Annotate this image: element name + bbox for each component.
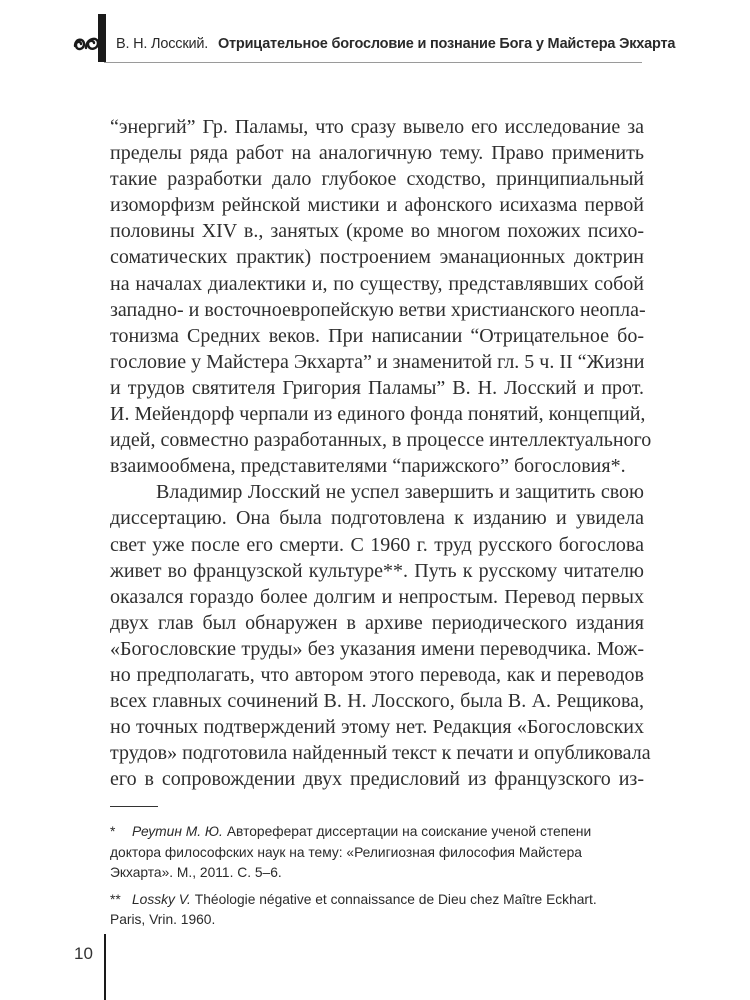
running-head [116,36,676,52]
header-rule [104,62,642,63]
text-line: двух глав был обнаружен в архиве периодического издания [110,611,644,634]
text-line: трудов» подготовила найденный текст к печати и опубликовала [110,742,651,765]
text-line: западно- и восточноевропейскую ветви христианского неопла- [110,298,646,321]
paragraph-1 [110,114,652,479]
text-line: но предполагать, что автором этого перевода, как и переводов [110,663,644,686]
paragraph-2 [110,479,651,792]
text-line: его в сопровождении двух предисловий из французского из- [110,768,644,791]
running-head-title: Отрицательное богословие и познание Бога у Майстера Экхарта [217,36,676,52]
footnote-marker: * [110,824,116,839]
footnote-line [110,822,644,843]
text-line: пределы ряда работ на аналогичную тему. Право применить [110,142,644,165]
footnote-line: Paris, Vrin. 1960. [110,912,216,927]
footnote-1 [110,822,644,884]
text-line: диссертацию. Она была подготовлена к изданию и увидела [110,507,644,530]
page-number: 10 [74,944,93,963]
text-line: тонизма Средних веков. При написании “Отрицательное бо- [110,324,644,347]
footnotes [110,822,644,937]
text-line: И. Мейендорф черпали из единого фонда понятий, концепций, [110,403,646,426]
text-line: “энергий” Гр. Паламы, что сразу вывело его исследование за [110,116,644,138]
running-head-author: В. Н. Лосский. [116,36,209,52]
footnote-2 [110,890,644,931]
footnote-author: Реутин М. Ю. [132,824,223,839]
ornament-icon [72,32,102,54]
text-line: взаимообмена, представителями “парижского” богословия*. [110,455,626,478]
text-line: «Богословские труды» без указания имени переводчика. Мож- [110,637,644,660]
text-line: идей, совместно разработанных, в процессе интеллектуального [110,429,652,452]
footnote-rule [110,806,158,807]
text-line: живет во французской культуре**. Путь к русскому читателю [110,559,644,582]
text-line: изоморфизм рейнской мистики и афонского исихазма первой [110,194,644,217]
text-line: но точных подтверждений этому нет. Редакция «Богословских [110,716,644,739]
text-line: свет уже после его смерти. С 1960 г. труд русского богослова [110,533,644,556]
text-line: соматических практик) построением эманационных доктрин [110,246,644,269]
footer-accent-bar [104,934,106,1000]
footnote-author: Lossky V. [132,891,191,907]
text-line: гословие у Майстера Экхарта” и знаменитой гл. 5 ч. II “Жизни [110,350,645,373]
text-line: на началах диалектики и, по существу, представлявших собой [110,272,644,295]
text-line: половины XIV в., занятых (кроме во многом похожих психо- [110,220,644,243]
footnote-line [110,890,644,911]
text-line: Владимир Лосский не успел завершить и защитить свою [156,481,644,504]
footnote-text: Автореферат диссертации на соискание ученой степени [226,824,592,839]
text-line: оказался гораздо более долгим и непростым. Перевод первых [110,585,644,608]
text-line: всех главных сочинений В. Н. Лосского, была В. А. Рещикова, [110,690,644,713]
footnote-text: Théologie négative et connaissance de Dieu chez Maître Eckhart. [194,891,597,907]
text-line: такие разработки дало глубокое сходство, принципиальный [110,168,644,191]
footnote-marker: ** [110,891,121,907]
footnote-line: Экхарта». М., 2011. С. 5–6. [110,865,282,880]
text-line: и трудов святителя Григория Паламы” В. Н. Лосский и прот. [110,376,644,399]
footnote-line: доктора философских наук на тему: «Религиозная философия Майстера [110,844,582,860]
body-text [110,114,652,792]
